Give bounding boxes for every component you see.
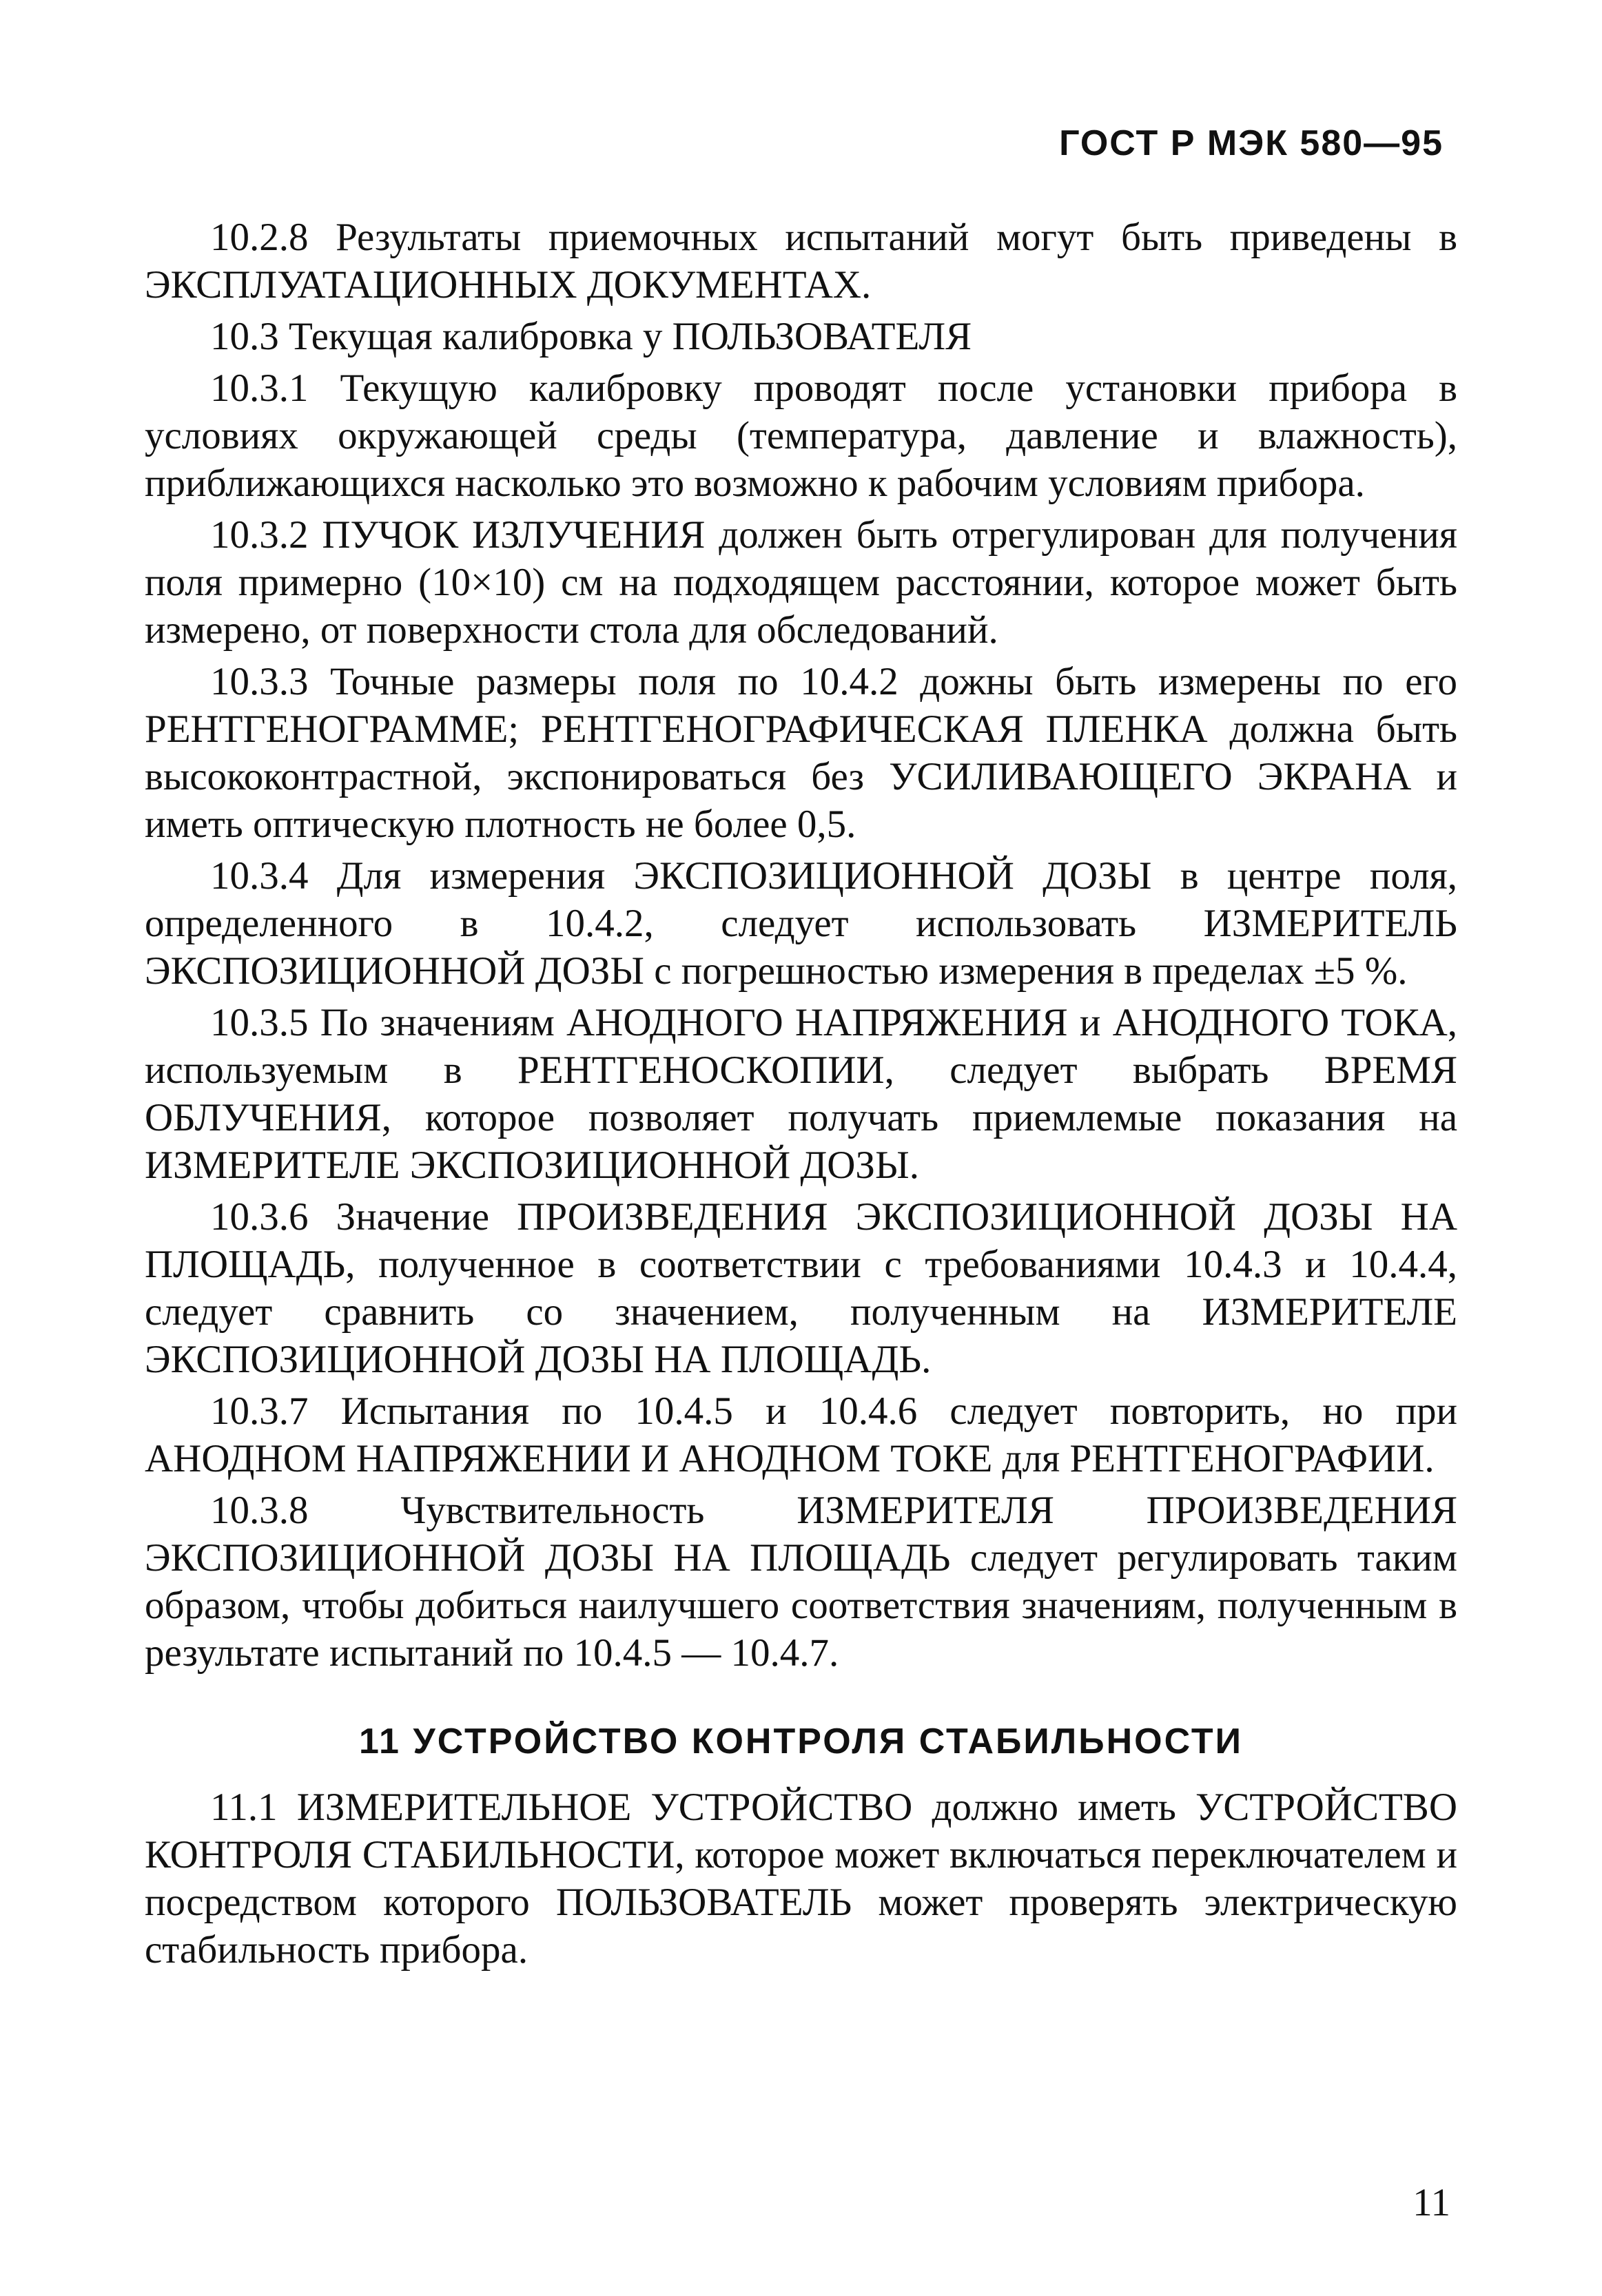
- paragraph-11-1: 11.1 ИЗМЕРИТЕЛЬНОЕ УСТРОЙСТВО должно иметь УСТРОЙСТВО КОНТРОЛЯ СТАБИЛЬНОСТИ, которое может включаться переключателем и посредством которого ПОЛЬЗОВАТЕЛЬ может проверять электрическую стабильность прибора.: [145, 1786, 1457, 1972]
- paragraph-10-3-7: 10.3.7 Испытания по 10.4.5 и 10.4.6 следует повторить, но при АНОДНОМ НАПРЯЖЕНИИ И АНОДНОМ ТОКЕ для РЕНТГЕНОГРАФИИ.: [145, 1389, 1457, 1480]
- section-heading-11: 11 УСТРОЙСТВО КОНТРОЛЯ СТАБИЛЬНОСТИ: [358, 1721, 1244, 1761]
- paragraph-10-3-8: 10.3.8 Чувствительность ИЗМЕРИТЕЛЯ ПРОИЗВЕДЕНИЯ ЭКСПОЗИЦИОННОЙ ДОЗЫ НА ПЛОЩАДЬ следует регулировать таким образом, чтобы добиться наилучшего соответствия значениям, полученным в результате испытаний по 10.4.5 — 10.4.7.: [145, 1489, 1457, 1675]
- document-body: [145, 214, 1457, 1978]
- paragraph-10-3-5: 10.3.5 По значениям АНОДНОГО НАПРЯЖЕНИЯ и АНОДНОГО ТОКА, используемым в РЕНТГЕНОСКОПИИ, следует выбрать ВРЕМЯ ОБЛУЧЕНИЯ, которое позволяет получать приемлемые показания на ИЗМЕРИТЕЛЕ ЭКСПОЗИЦИОННОЙ ДОЗЫ.: [145, 1001, 1457, 1187]
- paragraph-10-3-4: 10.3.4 Для измерения ЭКСПОЗИЦИОННОЙ ДОЗЫ в центре поля, определенного в 10.4.2, следует использовать ИЗМЕРИТЕЛЬ ЭКСПОЗИЦИОННОЙ ДОЗЫ с погрешностью измерения в пределах ±5 %.: [145, 854, 1457, 993]
- paragraph-10-3-2: 10.3.2 ПУЧОК ИЗЛУЧЕНИЯ должен быть отрегулирован для получения поля примерно (10×10) см на подходящем расстоянии, которое может быть измерено, от поверхности стола для обследований.: [145, 513, 1457, 652]
- standard-header: ГОСТ Р МЭК 580—95: [1059, 123, 1444, 163]
- paragraph-10-3-title: 10.3 Текущая калибровка у ПОЛЬЗОВАТЕЛЯ: [210, 315, 972, 358]
- paragraph-10-2-8: 10.2.8 Результаты приемочных испытаний могут быть приведены в ЭКСПЛУАТАЦИОННЫХ ДОКУМЕНТАХ.: [145, 216, 1457, 307]
- paragraph-10-3-6: 10.3.6 Значение ПРОИЗВЕДЕНИЯ ЭКСПОЗИЦИОННОЙ ДОЗЫ НА ПЛОЩАДЬ, полученное в соответствии с требованиями 10.4.3 и 10.4.4, следует сравнить со значением, полученным на ИЗМЕРИТЕЛЕ ЭКСПОЗИЦИОННОЙ ДОЗЫ НА ПЛОЩАДЬ.: [145, 1195, 1457, 1381]
- page-number: 11: [1413, 2181, 1450, 2224]
- paragraph-10-3-1: 10.3.1 Текущую калибровку проводят после установки прибора в условиях окружающей среды (температура, давление и влажность), приближающихся насколько это возможно к рабочим условиям прибора.: [145, 366, 1457, 505]
- paragraph-10-3-3: 10.3.3 Точные размеры поля по 10.4.2 дожны быть измерены по его РЕНТГЕНОГРАММЕ; РЕНТГЕНОГРАФИЧЕСКАЯ ПЛЕНКА должна быть высококонтрастной, экспонироваться без УСИЛИВАЮЩЕГО ЭКРАНА и иметь оптическую плотность не более 0,5.: [145, 660, 1457, 846]
